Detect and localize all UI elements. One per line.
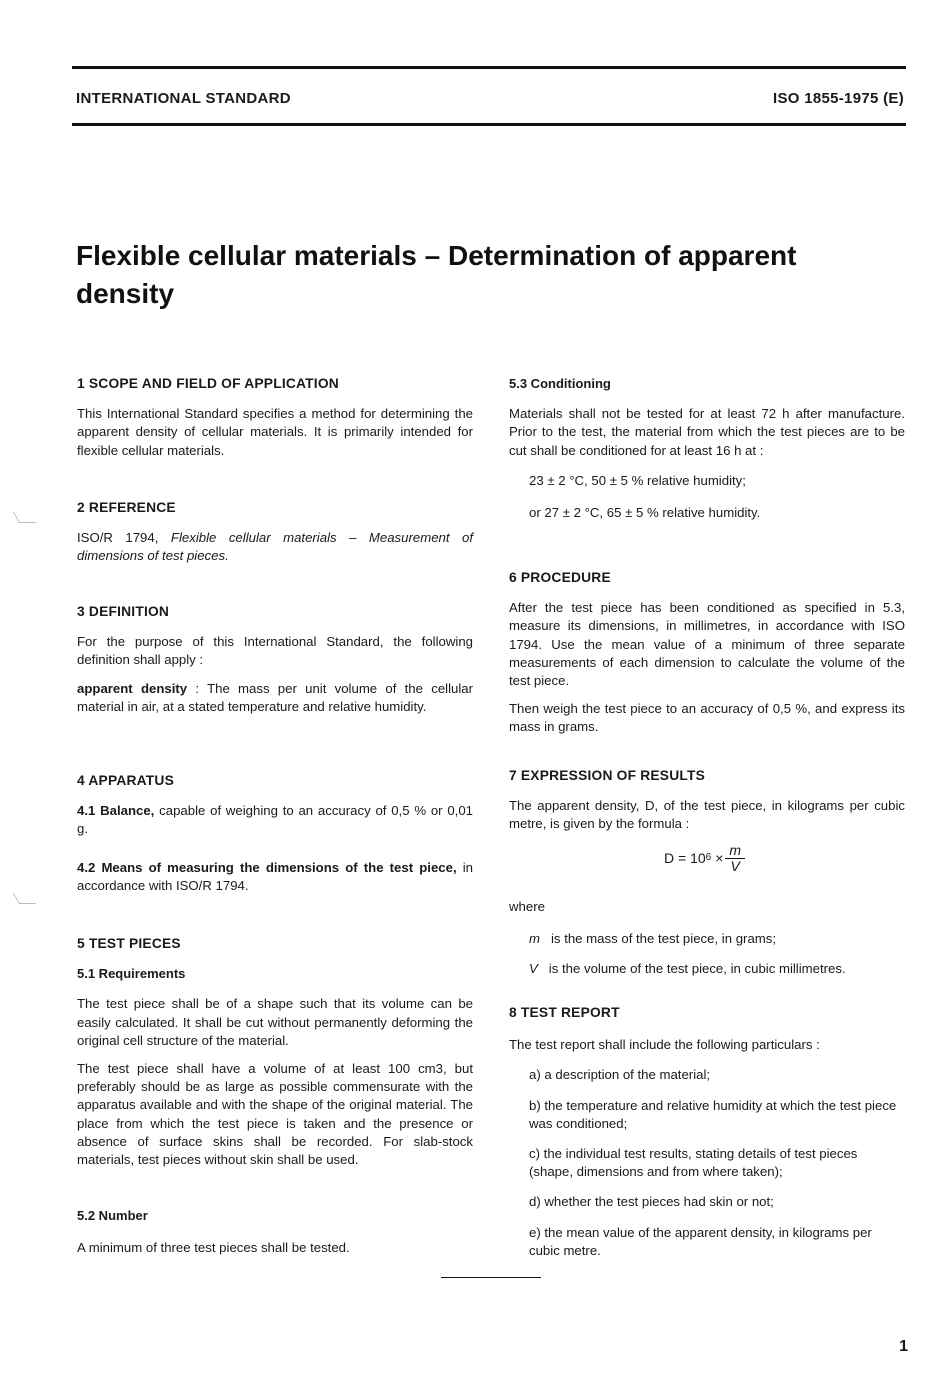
standard-number: ISO 1855-1975 (E) — [772, 90, 904, 107]
header-bottom-rule — [72, 123, 906, 126]
item-text: in accordance with ISO/R 1794. — [77, 859, 473, 893]
definition — [77, 680, 473, 716]
item-text: capable of weighing to an accuracy of 0,5 % or 0,01 g. — [77, 803, 473, 837]
header-top-rule — [72, 66, 906, 69]
section-test-report — [509, 1004, 905, 1270]
defined-term: apparent density — [77, 680, 188, 696]
variable-text: is the volume of the test piece, in cubic millimetres. — [548, 961, 846, 977]
section-number — [77, 1207, 473, 1267]
condition-line: 23 ± 2 °C, 50 ± 5 % relative humidity; — [529, 472, 746, 488]
margin-scan-mark — [13, 893, 36, 904]
variable-definition — [509, 930, 905, 948]
page-number: 1 — [899, 1338, 908, 1355]
apparatus-item — [77, 859, 473, 895]
item-label: 4.2 Means of measuring the dimensions of the test piece, — [77, 859, 457, 875]
section-expression-of-results — [509, 767, 905, 844]
section-procedure — [509, 569, 905, 747]
section-heading: 2 REFERENCE — [77, 500, 176, 515]
paragraph: Materials shall not be tested for at least 72 h after manufacture. Prior to the test, the material from which the test pieces are to be cut shall be conditioned for at least 16 h at : — [509, 406, 905, 458]
reference-code: ISO/R 1794, — [77, 530, 159, 546]
section-apparatus — [77, 772, 473, 905]
variable-text: is the mass of the test piece, in grams; — [551, 931, 777, 947]
variable-symbol: V — [529, 961, 538, 977]
document-type-label: INTERNATIONAL STANDARD — [76, 90, 291, 107]
report-item: e) the mean value of the apparent density, in kilograms per cubic metre. — [529, 1224, 872, 1258]
paragraph: After the test piece has been conditioned as specified in 5.3, measure its dimensions, in millimetres, in accordance with ISO 1794. Use the mean value of a minimum of three separate measurements of each dimension to calculate the volume of the test piece. — [509, 600, 905, 689]
section-heading: 7 EXPRESSION OF RESULTS — [509, 768, 706, 783]
document-title: Flexible cellular materials – Determination of apparent density — [76, 240, 797, 309]
report-item: d) whether the test pieces had skin or not; — [529, 1194, 774, 1210]
paragraph: This International Standard specifies a method for determining the apparent density of cellular materials. It is primarily intended for flexible cellular materials. — [77, 406, 473, 458]
section-heading: 5 TEST PIECES — [77, 936, 181, 951]
footer-rule — [441, 1277, 541, 1278]
formula-fraction — [725, 843, 745, 874]
report-item: b) the temperature and relative humidity at which the test piece was conditioned; — [529, 1097, 897, 1131]
section-heading: 1 SCOPE AND FIELD OF APPLICATION — [77, 376, 339, 391]
reference-entry — [77, 529, 473, 565]
apparatus-item — [77, 802, 473, 838]
section-test-pieces — [77, 935, 473, 1179]
condition-line: or 27 ± 2 °C, 65 ± 5 % relative humidity. — [529, 505, 761, 521]
section-heading: 6 PROCEDURE — [509, 570, 611, 585]
report-item: a) a description of the material; — [529, 1067, 711, 1083]
section-heading: 3 DEFINITION — [77, 604, 170, 619]
item-label: 4.1 Balance, — [77, 803, 155, 819]
section-heading: 8 TEST REPORT — [509, 1005, 620, 1020]
margin-scan-mark — [13, 512, 36, 523]
formula-exponent: 6 — [705, 852, 712, 864]
where-label: where — [509, 899, 545, 914]
variable-definition — [509, 960, 905, 978]
subsection-heading: 5.3 Conditioning — [509, 376, 611, 391]
paragraph: For the purpose of this International Standard, the following definition shall apply : — [77, 634, 473, 668]
formula-numerator: m — [725, 843, 745, 859]
section-scope — [77, 375, 473, 470]
paragraph: The test report shall include the following particulars : — [509, 1037, 820, 1053]
report-item: c) the individual test results, stating details of test pieces (shape, dimensions and from where taken); — [529, 1146, 858, 1180]
reference-title: Flexible cellular materials – Measurement of dimensions of test pieces. — [77, 530, 474, 564]
subsection-heading: 5.2 Number — [77, 1208, 148, 1223]
formula-where — [509, 898, 905, 989]
formula-denominator: V — [730, 858, 740, 874]
variable-symbol: m — [529, 931, 540, 947]
paragraph: The test piece shall be of a shape such that its volume can be easily calculated. It shall be cut without permanently deforming the original cell structure of the material. — [77, 996, 473, 1048]
formula-lhs: D = 10 — [664, 850, 706, 867]
section-heading: 4 APPARATUS — [77, 773, 174, 788]
paragraph: The apparent density, D, of the test piece, in kilograms per cubic metre, is given by the formula : — [509, 798, 905, 832]
definition-text: : The mass per unit volume of the cellular material in air, at a stated temperature and relative humidity. — [77, 680, 474, 714]
formula-times: × — [715, 850, 724, 867]
section-definition — [77, 603, 473, 726]
paragraph: The test piece shall have a volume of at least 100 cm3, but preferably should be as large as possible commensurate with the apparatus available and with the shape of the original material. The place from which the test piece is taken and the presence or absence of surface skins shall be recorded. For slab-stock materials, test pieces without skin shall be used. — [77, 1061, 473, 1168]
paragraph: Then weigh the test piece to an accuracy of 0,5 %, and express its mass in grams. — [509, 701, 905, 735]
subsection-heading: 5.1 Requirements — [77, 966, 186, 982]
density-formula — [664, 843, 745, 874]
paragraph: A minimum of three test pieces shall be tested. — [77, 1240, 350, 1256]
section-conditioning — [509, 375, 905, 532]
section-reference — [77, 499, 473, 576]
